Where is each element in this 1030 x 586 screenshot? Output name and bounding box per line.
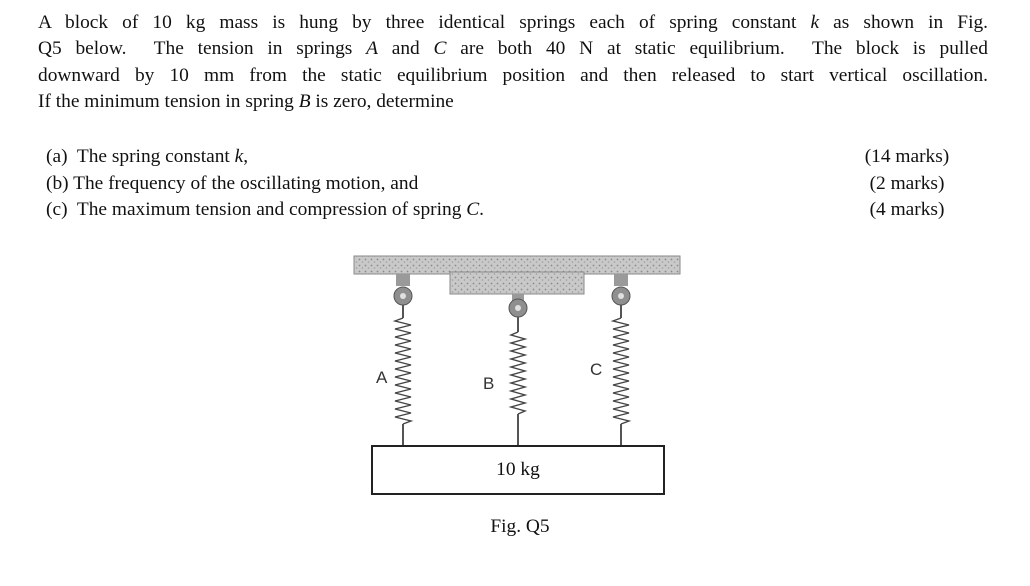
problem-line-3: downward by 10 mm from the static equilibrium position and then released to start vertical oscillation.	[38, 64, 988, 86]
spring-c	[612, 274, 630, 446]
spring-label-b: B	[483, 374, 495, 393]
question-list	[46, 144, 962, 224]
question-b-text: (b) The frequency of the oscillating motion, and	[46, 172, 419, 194]
question-a-text: (a) The spring constant k,	[46, 146, 249, 167]
question-a-marks: (14 marks)	[864, 146, 950, 167]
spring-label-c: C	[590, 360, 603, 379]
ceiling-support	[354, 256, 680, 274]
question-c-marks: (4 marks)	[869, 199, 945, 220]
question-c	[46, 197, 962, 224]
problem-line-4: If the minimum tension in spring B is zero, determine	[38, 91, 454, 113]
question-b	[46, 171, 962, 198]
problem-line-2: Q5 below. The tension in springs A and C are both 40 N at static equilibrium. The block is pulled	[38, 38, 988, 60]
block-mass-label: 10 kg	[496, 459, 540, 480]
problem-line-1: A block of 10 kg mass is hung by three identical springs each of spring constant k as shown in Fig.	[38, 12, 988, 33]
ceiling-drop-section	[450, 272, 584, 294]
figure-caption: Fig. Q5	[490, 516, 550, 537]
question-c-text: (c) The maximum tension and compression of spring C.	[46, 199, 485, 220]
question-a	[46, 144, 962, 171]
problem-statement	[38, 10, 988, 116]
spring-label-a: A	[376, 368, 388, 387]
spring-a	[394, 274, 412, 446]
question-b-marks: (2 marks)	[869, 172, 945, 194]
spring-b	[509, 294, 527, 446]
